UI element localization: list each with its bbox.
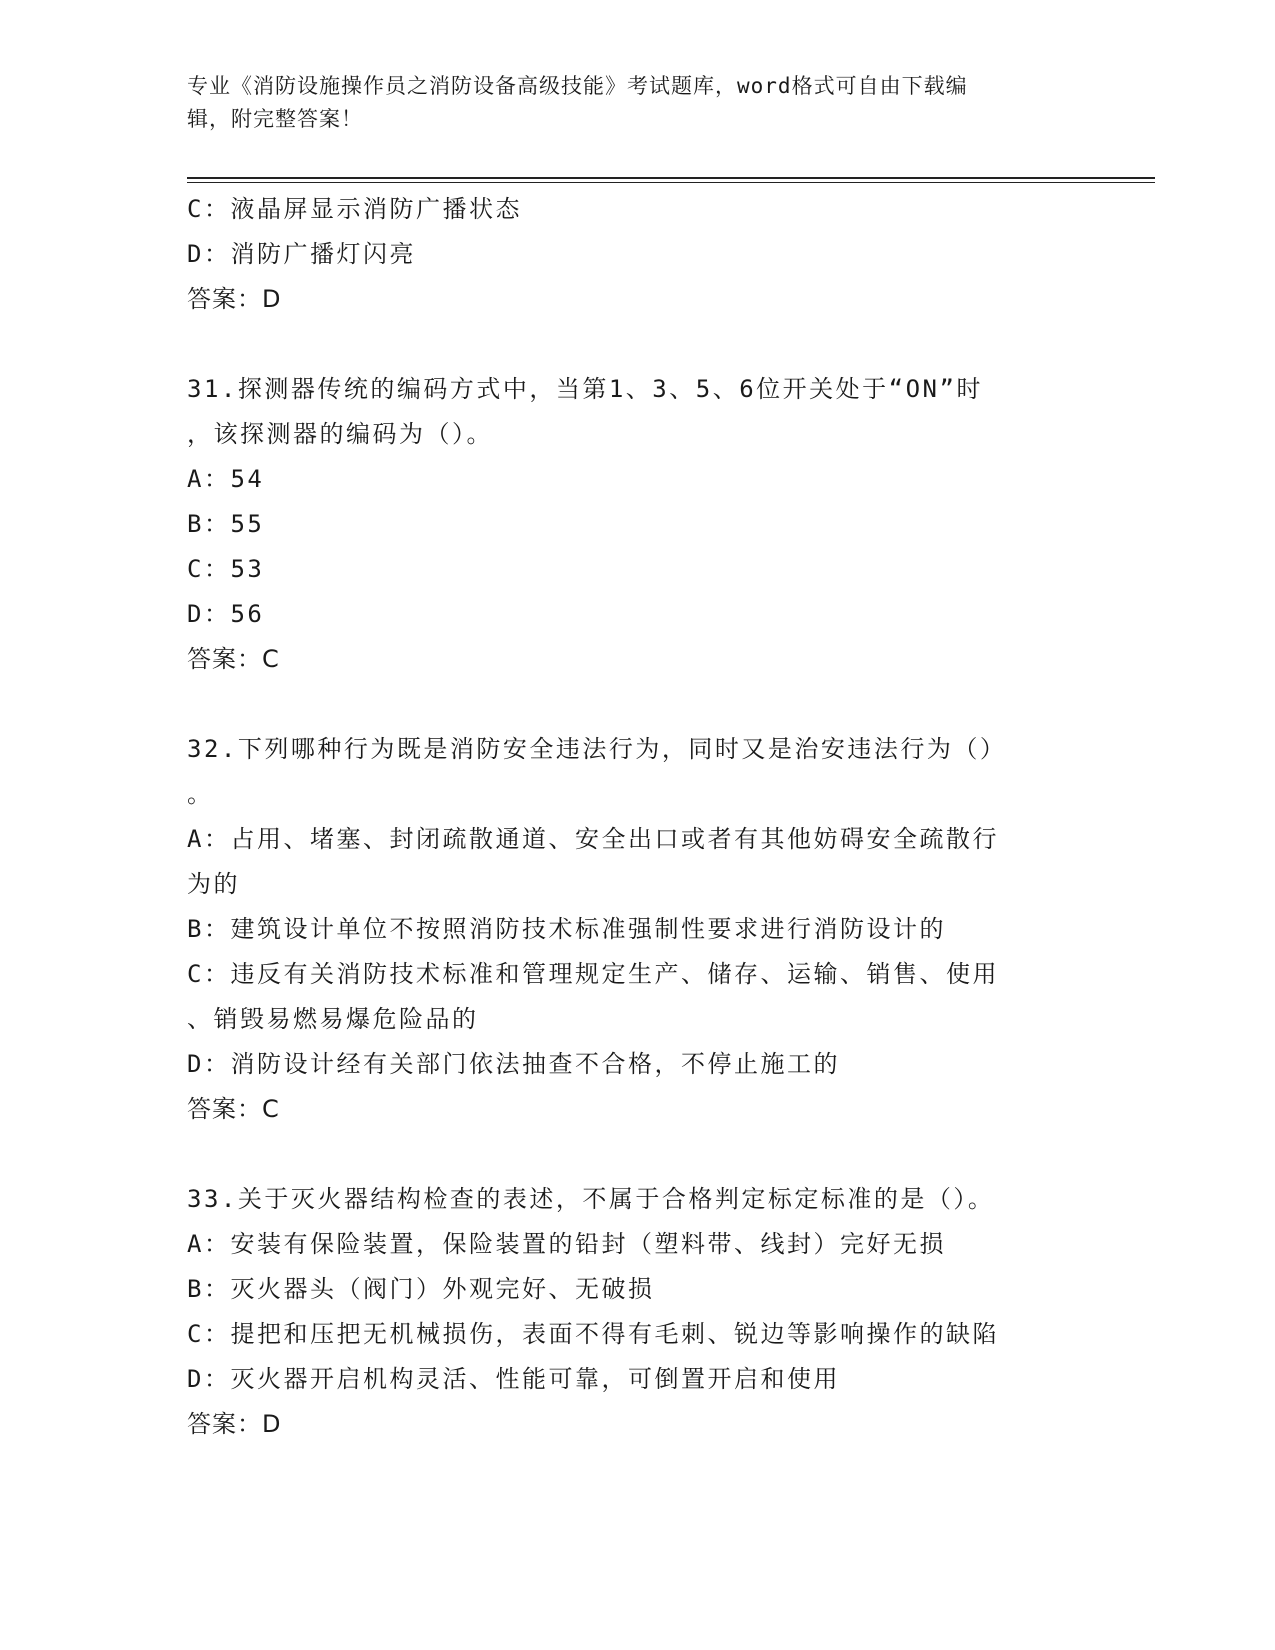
q33-option-b: B：灭火器头（阀门）外观完好、无破损: [187, 1275, 655, 1303]
q32-option-c-line-2: 、销毁易燃易爆危险品的: [187, 1005, 479, 1033]
q32-option-b: B：建筑设计单位不按照消防技术标准强制性要求进行消防设计的: [187, 915, 946, 943]
q33-stem-line-1: 33.关于灭火器结构检查的表述，不属于合格判定标定标准的是（）。: [187, 1185, 995, 1213]
q33-option-c: C：提把和压把无机械损伤，表面不得有毛刺、锐边等影响操作的缺陷: [187, 1320, 999, 1348]
q31-answer: 答案：C: [187, 645, 280, 673]
q31-option-c: C：53: [187, 555, 265, 583]
header-rule-thick: [187, 177, 1155, 179]
prev-option-c: C：液晶屏显示消防广播状态: [187, 195, 522, 223]
document-header: [187, 70, 1067, 136]
q32-option-d: D：消防设计经有关部门依法抽查不合格，不停止施工的: [187, 1050, 840, 1078]
q31-option-b: B：55: [187, 510, 265, 538]
header-rule-thin: [187, 182, 1155, 183]
q31-option-d: D：56: [187, 600, 265, 628]
header-line-1: 专业《消防设施操作员之消防设备高级技能》考试题库，word格式可自由下载编: [187, 74, 968, 98]
q33-answer: 答案：D: [187, 1410, 282, 1438]
q32-stem-line-1: 32.下列哪种行为既是消防安全违法行为，同时又是治安违法行为（）: [187, 735, 1007, 763]
q31-stem-line-2: ，该探测器的编码为（）。: [187, 420, 493, 448]
prev-option-d: D：消防广播灯闪亮: [187, 240, 416, 268]
q31-stem-line-1: 31.探测器传统的编码方式中，当第1、3、5、6位开关处于“ON”时: [187, 375, 983, 403]
q33-option-d: D：灭火器开启机构灵活、性能可靠，可倒置开启和使用: [187, 1365, 840, 1393]
q32-option-a-line-1: A：占用、堵塞、封闭疏散通道、安全出口或者有其他妨碍安全疏散行: [187, 825, 999, 853]
q32-stem-line-2: 。: [187, 780, 214, 808]
q33-option-a: A：安装有保险装置，保险装置的铅封（塑料带、线封）完好无损: [187, 1230, 946, 1258]
q32-option-a-line-2: 为的: [187, 870, 240, 898]
q31-option-a: A：54: [187, 465, 265, 493]
q32-answer: 答案：C: [187, 1095, 280, 1123]
header-line-2: 辑，附完整答案！: [187, 107, 363, 131]
q32-option-c-line-1: C：违反有关消防技术标准和管理规定生产、储存、运输、销售、使用: [187, 960, 999, 988]
prev-answer: 答案：D: [187, 285, 282, 313]
